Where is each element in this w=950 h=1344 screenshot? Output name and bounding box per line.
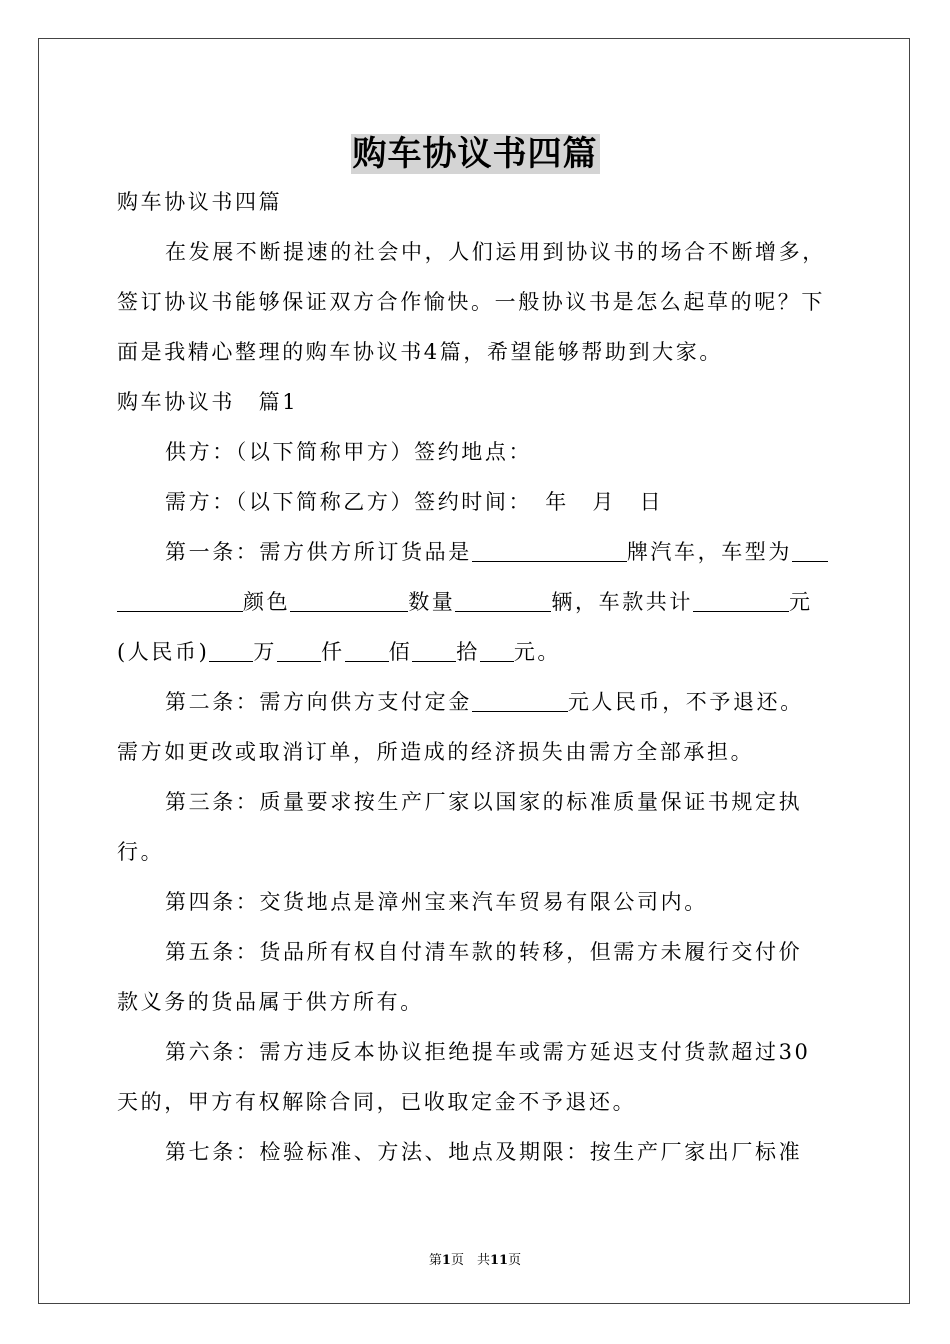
article-5-line-1: 第五条：货品所有权自付清车款的转移，但需方未履行交付价	[165, 940, 803, 964]
subtitle: 购车协议书四篇	[117, 190, 283, 214]
blank-shi[interactable]	[412, 640, 456, 662]
total-pages: 11	[489, 1253, 509, 1268]
article-1-line-1: 第一条：需方供方所订货品是 牌汽车，车型为	[165, 536, 837, 566]
article-4: 第四条：交货地点是漳州宝来汽车贸易有限公司内。	[165, 890, 708, 914]
section-heading: 购车协议书 篇1	[117, 390, 299, 414]
blank-total[interactable]	[693, 590, 789, 612]
article-1-line-3: (人民币) 万 仟 佰 拾 元。	[117, 640, 562, 664]
blank-wan[interactable]	[209, 640, 253, 662]
buyer-line: 需方：（以下简称乙方）签约时间： 年 月 日	[165, 490, 664, 514]
intro-line-1: 在发展不断提速的社会中，人们运用到协议书的场合不断增多，	[165, 240, 826, 264]
blank-model[interactable]	[792, 540, 828, 562]
article-7-line-1: 第七条：检验标准、方法、地点及期限：按生产厂家出厂标准	[165, 1140, 803, 1164]
article-1-line-2: 颜色 数量 辆，车款共计 元	[117, 586, 837, 616]
blank-qian[interactable]	[277, 640, 321, 662]
page-footer: 第1页 共11页	[428, 1253, 522, 1268]
current-page: 1	[441, 1253, 451, 1268]
supplier-line: 供方：（以下简称甲方）签约地点：	[165, 440, 533, 464]
blank-yuan[interactable]	[480, 640, 514, 662]
blank-model-cont[interactable]	[117, 590, 243, 612]
blank-deposit[interactable]	[472, 690, 568, 712]
blank-bai[interactable]	[345, 640, 389, 662]
intro-line-3: 面是我精心整理的购车协议书4篇，希望能够帮助到大家。	[117, 340, 723, 364]
article-3-line-2: 行。	[117, 840, 165, 864]
article-3-line-1: 第三条：质量要求按生产厂家以国家的标准质量保证书规定执	[165, 790, 803, 814]
article-6-line-2: 天的，甲方有权解除合同，已收取定金不予退还。	[117, 1090, 637, 1114]
blank-color[interactable]	[290, 590, 408, 612]
article-2-line-2: 需方如更改或取消订单，所造成的经济损失由需方全部承担。	[117, 740, 755, 764]
blank-brand[interactable]	[472, 540, 627, 562]
article-5-line-2: 款义务的货品属于供方所有。	[117, 990, 424, 1014]
article-2-line-1: 第二条：需方向供方支付定金 元人民币，不予退还。	[165, 690, 804, 714]
blank-quantity[interactable]	[455, 590, 551, 612]
document-title: 购车协议书四篇	[352, 134, 598, 174]
article-6-line-1: 第六条：需方违反本协议拒绝提车或需方延迟支付货款超过30	[165, 1040, 811, 1064]
intro-line-2: 签订协议书能够保证双方合作愉快。一般协议书是怎么起草的呢？下	[117, 290, 825, 314]
